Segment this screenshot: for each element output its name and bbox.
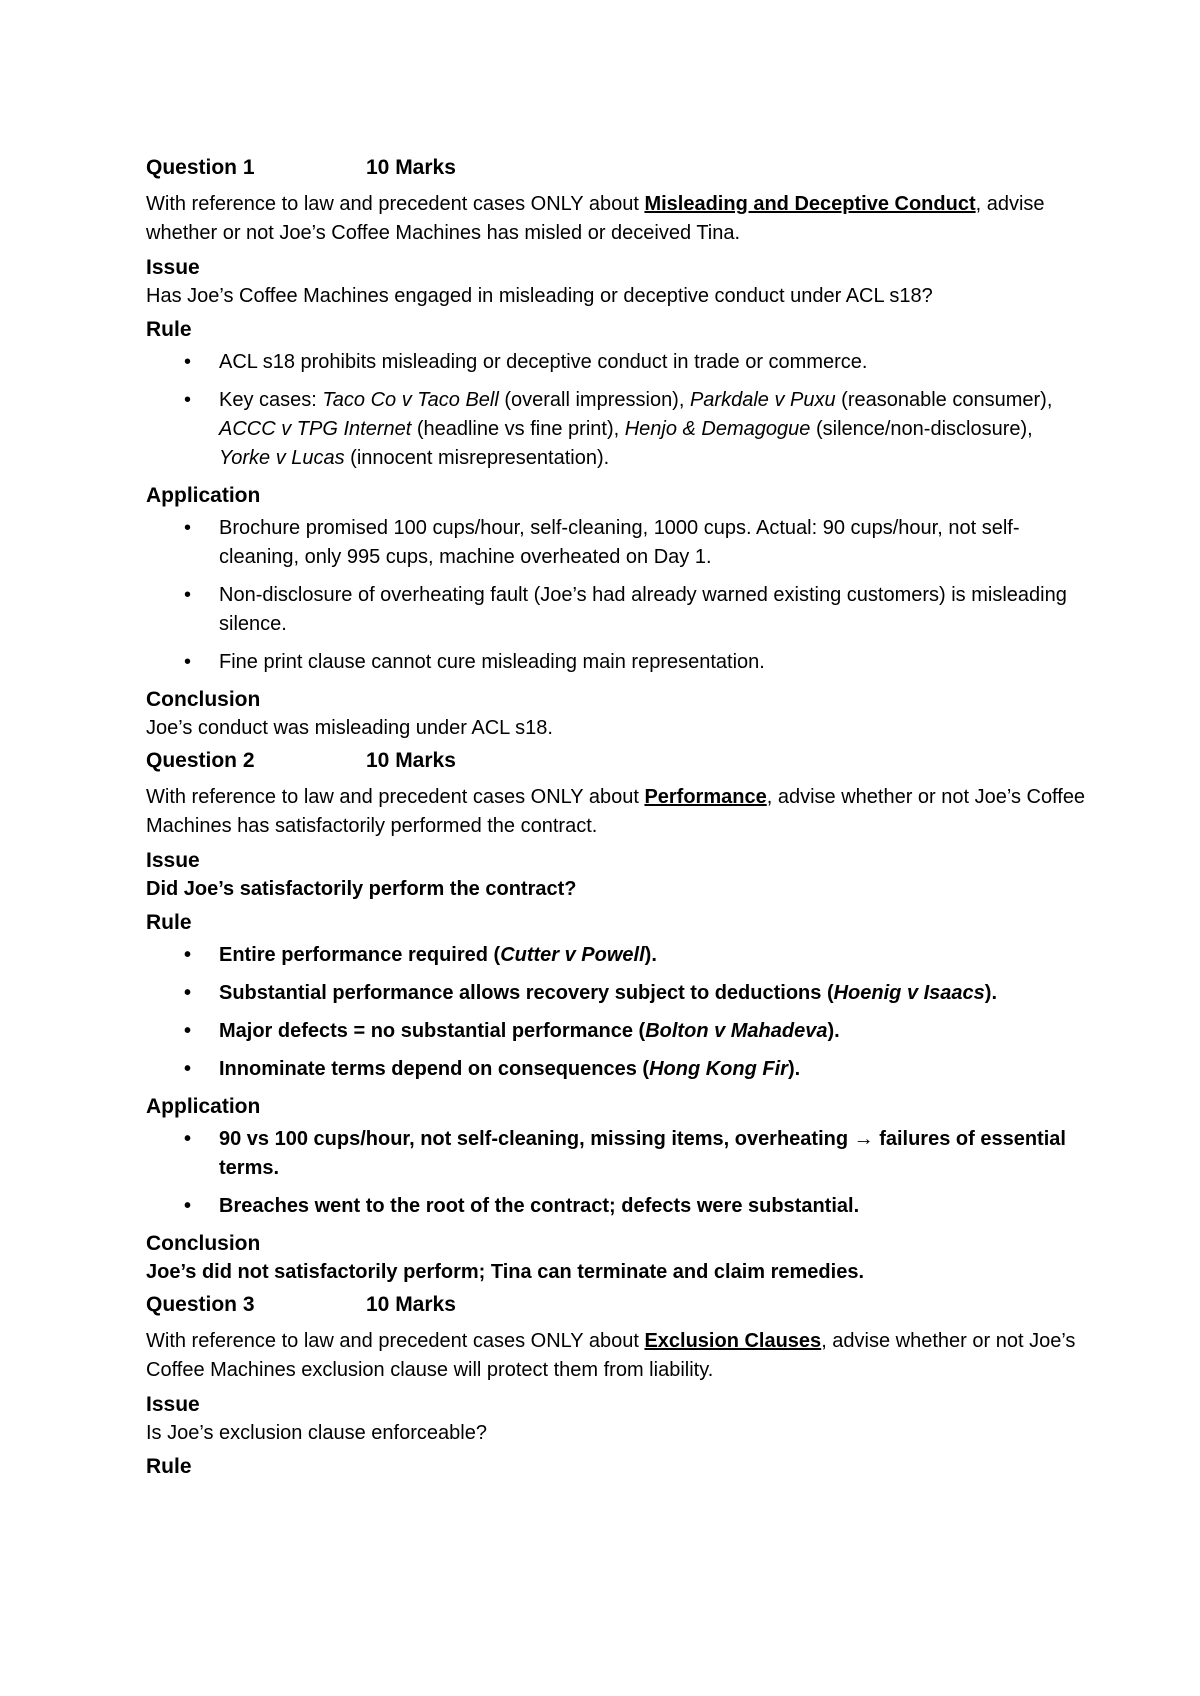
bullet-icon: • bbox=[184, 584, 192, 606]
prompt-topic: Performance bbox=[644, 786, 767, 808]
list-item-text: Major defects = no substantial performance ( bbox=[219, 1020, 646, 1042]
list-item bbox=[146, 581, 1086, 639]
case-name: Bolton v Mahadeva bbox=[645, 1020, 828, 1042]
list-item bbox=[146, 941, 1086, 970]
bullet-icon: • bbox=[184, 351, 192, 373]
question-prompt bbox=[146, 1327, 1086, 1385]
question-heading bbox=[146, 155, 1086, 181]
question-heading bbox=[146, 1292, 1086, 1318]
list-item-text: Brochure promised 100 cups/hour, self-cleaning, 1000 cups. Actual: 90 cups/hour, not self-cleaning, only 995 cups, machine overheated on Day 1. bbox=[219, 517, 1020, 568]
list-item bbox=[146, 514, 1086, 572]
conclusion-text: Joe’s conduct was misleading under ACL s18. bbox=[146, 717, 553, 739]
bullet-icon: • bbox=[184, 1195, 192, 1217]
rule-label: Rule bbox=[146, 911, 192, 934]
question-title: Question 2 bbox=[146, 749, 255, 772]
list-item-text: (silence/non-disclosure), bbox=[810, 418, 1033, 440]
list-item-text: Non-disclosure of overheating fault (Joe’s had already warned existing customers) is misleading silence. bbox=[219, 584, 1067, 635]
question-title: Question 1 bbox=[146, 156, 255, 179]
list-item-text: ). bbox=[787, 1058, 801, 1080]
case-name: Hong Kong Fir bbox=[649, 1058, 788, 1080]
case-name: Henjo & Demagogue bbox=[624, 418, 811, 440]
list-item-text: Innominate terms depend on consequences ( bbox=[219, 1058, 650, 1080]
case-name: ACCC v TPG Internet bbox=[219, 418, 412, 440]
question-title: Question 3 bbox=[146, 1293, 255, 1316]
list-item-text: 90 vs 100 cups/hour, not self-cleaning, missing items, overheating → failures of essential terms. bbox=[219, 1128, 1066, 1179]
bullet-icon: • bbox=[184, 944, 192, 966]
question-heading bbox=[146, 748, 1086, 774]
list-item-text: ). bbox=[644, 944, 657, 966]
list-item-text: (headline vs fine print), bbox=[411, 418, 625, 440]
question-marks: 10 Marks bbox=[366, 156, 456, 179]
application-label: Application bbox=[146, 1095, 261, 1118]
list-item-text: Entire performance required ( bbox=[219, 944, 501, 966]
issue-label: Issue bbox=[146, 849, 200, 872]
prompt-text: , advise whether or not Joe’s Coffee Machines has satisfactorily performed the contract. bbox=[146, 786, 1086, 837]
list-item-text: Fine print clause cannot cure misleading main representation. bbox=[219, 651, 765, 673]
issue-text: Has Joe’s Coffee Machines engaged in misleading or deceptive conduct under ACL s18? bbox=[146, 285, 933, 307]
list-item bbox=[146, 648, 1086, 677]
prompt-text: , advise whether or not Joe’s Coffee Machines exclusion clause will protect them from liability. bbox=[146, 1330, 1076, 1381]
conclusion-text: Joe’s did not satisfactorily perform; Tina can terminate and claim remedies. bbox=[146, 1261, 864, 1283]
list-item-text: Breaches went to the root of the contract; defects were substantial. bbox=[219, 1195, 860, 1217]
issue-label: Issue bbox=[146, 256, 200, 279]
list-item-text: Key cases: bbox=[219, 389, 323, 411]
question-2 bbox=[146, 748, 1086, 1286]
rule-label: Rule bbox=[146, 318, 192, 341]
list-item bbox=[146, 348, 1086, 377]
list-item bbox=[146, 386, 1086, 473]
list-item bbox=[146, 1055, 1086, 1084]
case-name: Cutter v Powell bbox=[500, 944, 645, 966]
prompt-topic: Exclusion Clauses bbox=[644, 1330, 822, 1352]
question-marks: 10 Marks bbox=[366, 749, 456, 772]
case-name: Parkdale v Puxu bbox=[689, 389, 836, 411]
list-item-text: (overall impression), bbox=[498, 389, 690, 411]
bullet-icon: • bbox=[184, 389, 192, 411]
case-name: Yorke v Lucas bbox=[219, 447, 345, 469]
conclusion-label: Conclusion bbox=[146, 688, 261, 711]
list-item bbox=[146, 1017, 1086, 1046]
bullet-icon: • bbox=[184, 1020, 192, 1042]
list-item-text: ACL s18 prohibits misleading or deceptive conduct in trade or commerce. bbox=[219, 351, 868, 373]
question-3 bbox=[146, 1292, 1086, 1481]
rule-label: Rule bbox=[146, 1455, 192, 1478]
rule-list bbox=[146, 941, 1086, 1084]
bullet-icon: • bbox=[184, 651, 192, 673]
list-item bbox=[146, 1192, 1086, 1221]
prompt-topic: Misleading and Deceptive Conduct bbox=[644, 193, 976, 215]
bullet-icon: • bbox=[184, 1058, 192, 1080]
document-page bbox=[146, 155, 1086, 1481]
bullet-icon: • bbox=[184, 1128, 192, 1150]
issue-text: Did Joe’s satisfactorily perform the contract? bbox=[146, 878, 577, 900]
application-list bbox=[146, 1125, 1086, 1221]
bullet-icon: • bbox=[184, 982, 192, 1004]
issue-label: Issue bbox=[146, 1393, 200, 1416]
question-1 bbox=[146, 155, 1086, 742]
list-item-text: (innocent misrepresentation). bbox=[344, 447, 610, 469]
prompt-text: With reference to law and precedent cases ONLY about bbox=[146, 1330, 645, 1352]
question-marks: 10 Marks bbox=[366, 1293, 456, 1316]
question-prompt bbox=[146, 783, 1086, 841]
application-list bbox=[146, 514, 1086, 677]
question-prompt bbox=[146, 190, 1086, 248]
issue-text: Is Joe’s exclusion clause enforceable? bbox=[146, 1422, 487, 1444]
prompt-text: With reference to law and precedent cases ONLY about bbox=[146, 786, 645, 808]
bullet-icon: • bbox=[184, 517, 192, 539]
prompt-text: With reference to law and precedent cases ONLY about bbox=[146, 193, 645, 215]
list-item bbox=[146, 979, 1086, 1008]
list-item-text: ). bbox=[984, 982, 998, 1004]
list-item bbox=[146, 1125, 1086, 1183]
rule-list bbox=[146, 348, 1086, 473]
case-name: Taco Co v Taco Bell bbox=[322, 389, 499, 411]
list-item-text: (reasonable consumer), bbox=[835, 389, 1053, 411]
prompt-text: , advise whether or not Joe’s Coffee Machines has misled or deceived Tina. bbox=[146, 193, 1045, 244]
case-name: Hoenig v Isaacs bbox=[833, 982, 985, 1004]
application-label: Application bbox=[146, 484, 261, 507]
list-item-text: ). bbox=[827, 1020, 840, 1042]
list-item-text: Substantial performance allows recovery subject to deductions ( bbox=[219, 982, 834, 1004]
conclusion-label: Conclusion bbox=[146, 1232, 261, 1255]
